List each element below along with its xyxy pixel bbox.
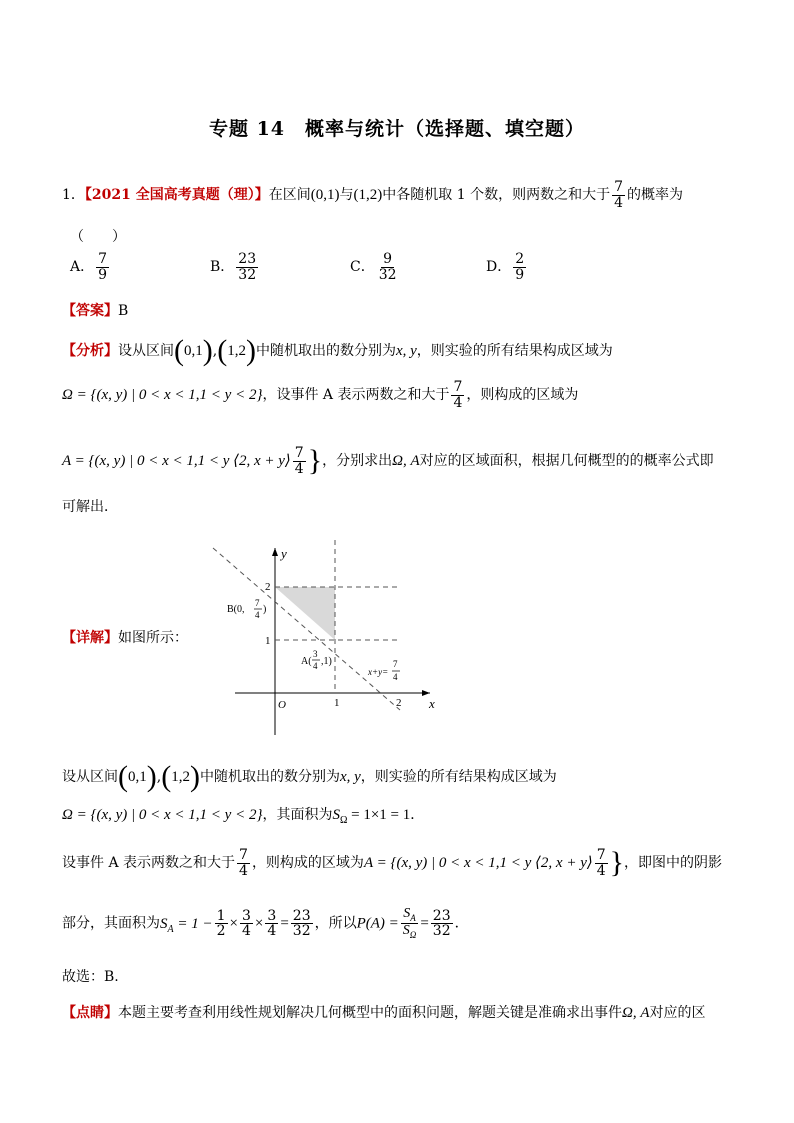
- detail-line-2: Ω = {(x, y) | 0 < x < 1,1 < y < 2}，其面积为$S_\Omega = 1\times 1 = 1$．: [62, 807, 425, 826]
- analysis-line-3: A = {(x, y) | 0 < x < 1,1 < y ⟨2, x + y⟩ $\frac{7}{4}$ }，分别求出Ω, A对应的区域面积，根据几何概型的的概率公式即: [62, 444, 714, 478]
- tick-y-2: 2: [265, 581, 271, 593]
- svg-text:4: 4: [313, 661, 318, 671]
- question-1: 1．【2021 全国高考真题（理）】在区间(0,1)与(1,2)中各随机取 1 个数，则两数之和大于 $\frac{7}{4}$ 的概率为: [62, 179, 683, 211]
- comment-line: 【点睛】本题主要考查利用线性规划解决几何概型中的面积问题，解题关键是准确求出事件Ω, A对应的区: [62, 1005, 706, 1021]
- y-label: y: [281, 546, 287, 561]
- line-x-plus-y: [213, 548, 400, 710]
- tick-x-1: 1: [334, 697, 340, 709]
- detail-line-4: 部分，其面积为$S_A = 1$ − $\frac{1}{2}$ × $\frac{3}{4}$ × $\frac{3}{4}$ = $\frac{23}{32}$ ，所以P(A) = $\frac{S_A}{S_\Omega}$ = $\frac{23}{32}$ ．: [62, 906, 469, 941]
- svg-text:4: 4: [255, 610, 260, 620]
- analysis-line-4: 可解出．: [62, 499, 118, 515]
- option-d: D． $\frac{2}{9}$: [486, 251, 525, 283]
- line-label: x+y=: [368, 667, 389, 677]
- answer-line: 【答案】B: [62, 303, 129, 319]
- tick-y-1: 1: [265, 635, 271, 647]
- x-label: x: [429, 696, 435, 711]
- y-axis-arrow: [272, 548, 278, 556]
- shaded-region: [275, 587, 335, 640]
- fraction: $\frac{7}{4}$: [614, 179, 623, 211]
- svg-text:3: 3: [313, 649, 318, 659]
- analysis-line-2: Ω = {(x, y) | 0 < x < 1,1 < y < 2}，设事件 A 表示两数之和大于 $\frac{7}{4}$ ，则构成的区域为: [62, 379, 579, 411]
- source-tag: 【2021 全国高考真题（理）】: [84, 187, 269, 204]
- detail-line-3: 设事件 A 表示两数之和大于 $\frac{7}{4}$ ，则构成的区域为A = {(x, y) | 0 < x < 1,1 < y ⟨2, x + y⟩ $\frac{7}{4}$ }，即图中的阴影: [62, 846, 723, 880]
- svg-text:7: 7: [255, 598, 260, 608]
- region-diagram: [205, 540, 450, 740]
- point-b-label: B(0,: [227, 604, 245, 615]
- tick-x-2: 2: [396, 697, 402, 709]
- origin-label: O: [278, 699, 286, 711]
- svg-text:): ): [263, 604, 267, 615]
- detail-line: 【详解】如图所示：: [62, 630, 188, 646]
- svg-text:,1): ,1): [321, 656, 332, 667]
- answer-blank: （ ）: [70, 229, 126, 245]
- point-a-label: A(: [301, 656, 312, 667]
- svg-text:4: 4: [393, 672, 398, 682]
- option-b: B． $\frac{23}{32}$: [210, 251, 257, 283]
- page-title: 专题 14 概率与统计（选择题、填空题）: [208, 118, 586, 140]
- choice-line: 故选：B.: [62, 969, 119, 985]
- option-c: C． $\frac{9}{32}$: [350, 251, 397, 283]
- option-a: A． $\frac{7}{9}$: [70, 251, 108, 283]
- detail-line-1: 设从区间(0,1),(1,2)中随机取出的数分别为x, y，则实验的所有结果构成区域为: [62, 760, 557, 793]
- svg-text:7: 7: [393, 659, 398, 669]
- analysis-line-1: 【分析】设从区间(0,1),(1,2)中随机取出的数分别为x, y，则实验的所有结果构成区域为: [62, 334, 613, 367]
